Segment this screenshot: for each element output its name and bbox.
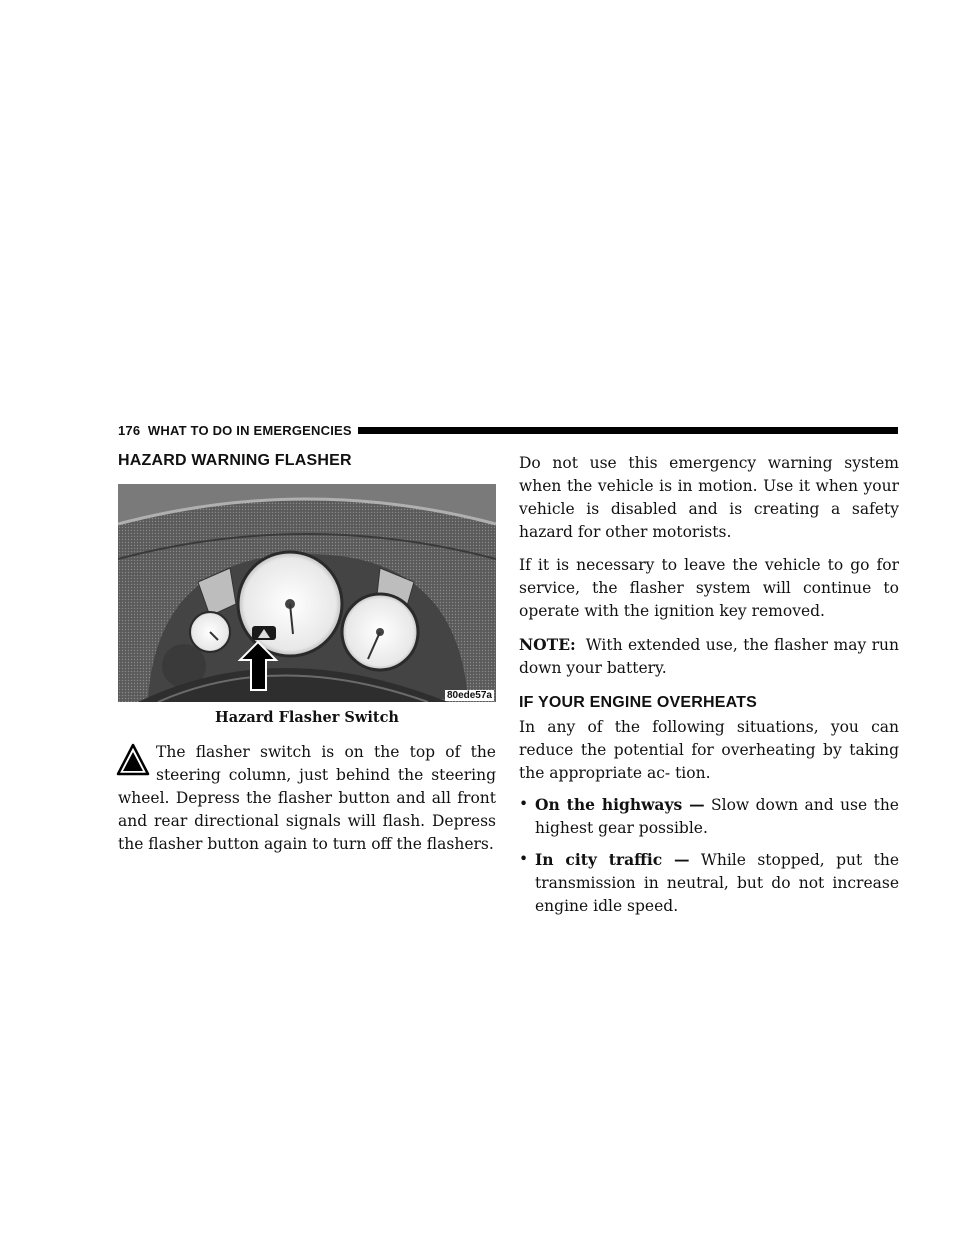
page-number: 176	[118, 422, 141, 438]
note-text: With extended use, the flasher may run down your battery.	[519, 636, 899, 677]
overheat-intro: In any of the following situations, you can reduce the potential for overheating by taking the appropriate ac- tion.	[519, 718, 899, 782]
bullet-mark: •	[519, 850, 529, 868]
note-paragraph	[519, 633, 899, 680]
note-label: NOTE:	[519, 635, 576, 654]
figure-code: 80ede57a	[446, 690, 492, 701]
header-rule	[358, 427, 898, 434]
bullet-text: Slow down and use the highest gear possible.	[535, 796, 899, 837]
figure-caption: Hazard Flasher Switch	[215, 709, 399, 726]
right-column	[519, 452, 899, 918]
instrument-cluster-illustration	[118, 484, 496, 702]
hazard-heading: HAZARD WARNING FLASHER	[118, 452, 352, 469]
list-item	[519, 848, 899, 918]
hazard-flasher-figure	[118, 484, 496, 702]
flasher-paragraph: The flasher switch is on the top of the steering column, just behind the steering wheel. Depress the flasher button and all front and rear directional signals will flash. Depress the flasher button again to turn off the flashers.	[118, 743, 496, 853]
section-title: WHAT TO DO IN EMERGENCIES	[147, 422, 352, 438]
page-header	[118, 420, 898, 440]
bullet-text: While stopped, put the transmission in neutral, but do not increase engine idle speed.	[535, 851, 900, 915]
list-item	[519, 793, 899, 840]
overheat-heading: IF YOUR ENGINE OVERHEATS	[519, 694, 758, 711]
warning-triangle-icon	[116, 743, 150, 777]
bullet-content	[535, 793, 899, 840]
bullet-content	[535, 848, 899, 918]
left-column	[118, 452, 496, 856]
service-paragraph: If it is necessary to leave the vehicle to go for service, the flasher system will continue to operate with the ignition key removed.	[519, 556, 899, 620]
usage-warning-paragraph: Do not use this emergency warning system when the vehicle is in motion. Use it when your vehicle is disabled and is creating a safety hazard for other motorists.	[519, 454, 899, 541]
bullet-label: In city traffic —	[535, 850, 690, 869]
bullet-label: On the highways —	[535, 795, 705, 814]
flasher-description	[118, 741, 496, 856]
bullet-mark: •	[519, 795, 529, 813]
page-header-text	[118, 423, 352, 438]
